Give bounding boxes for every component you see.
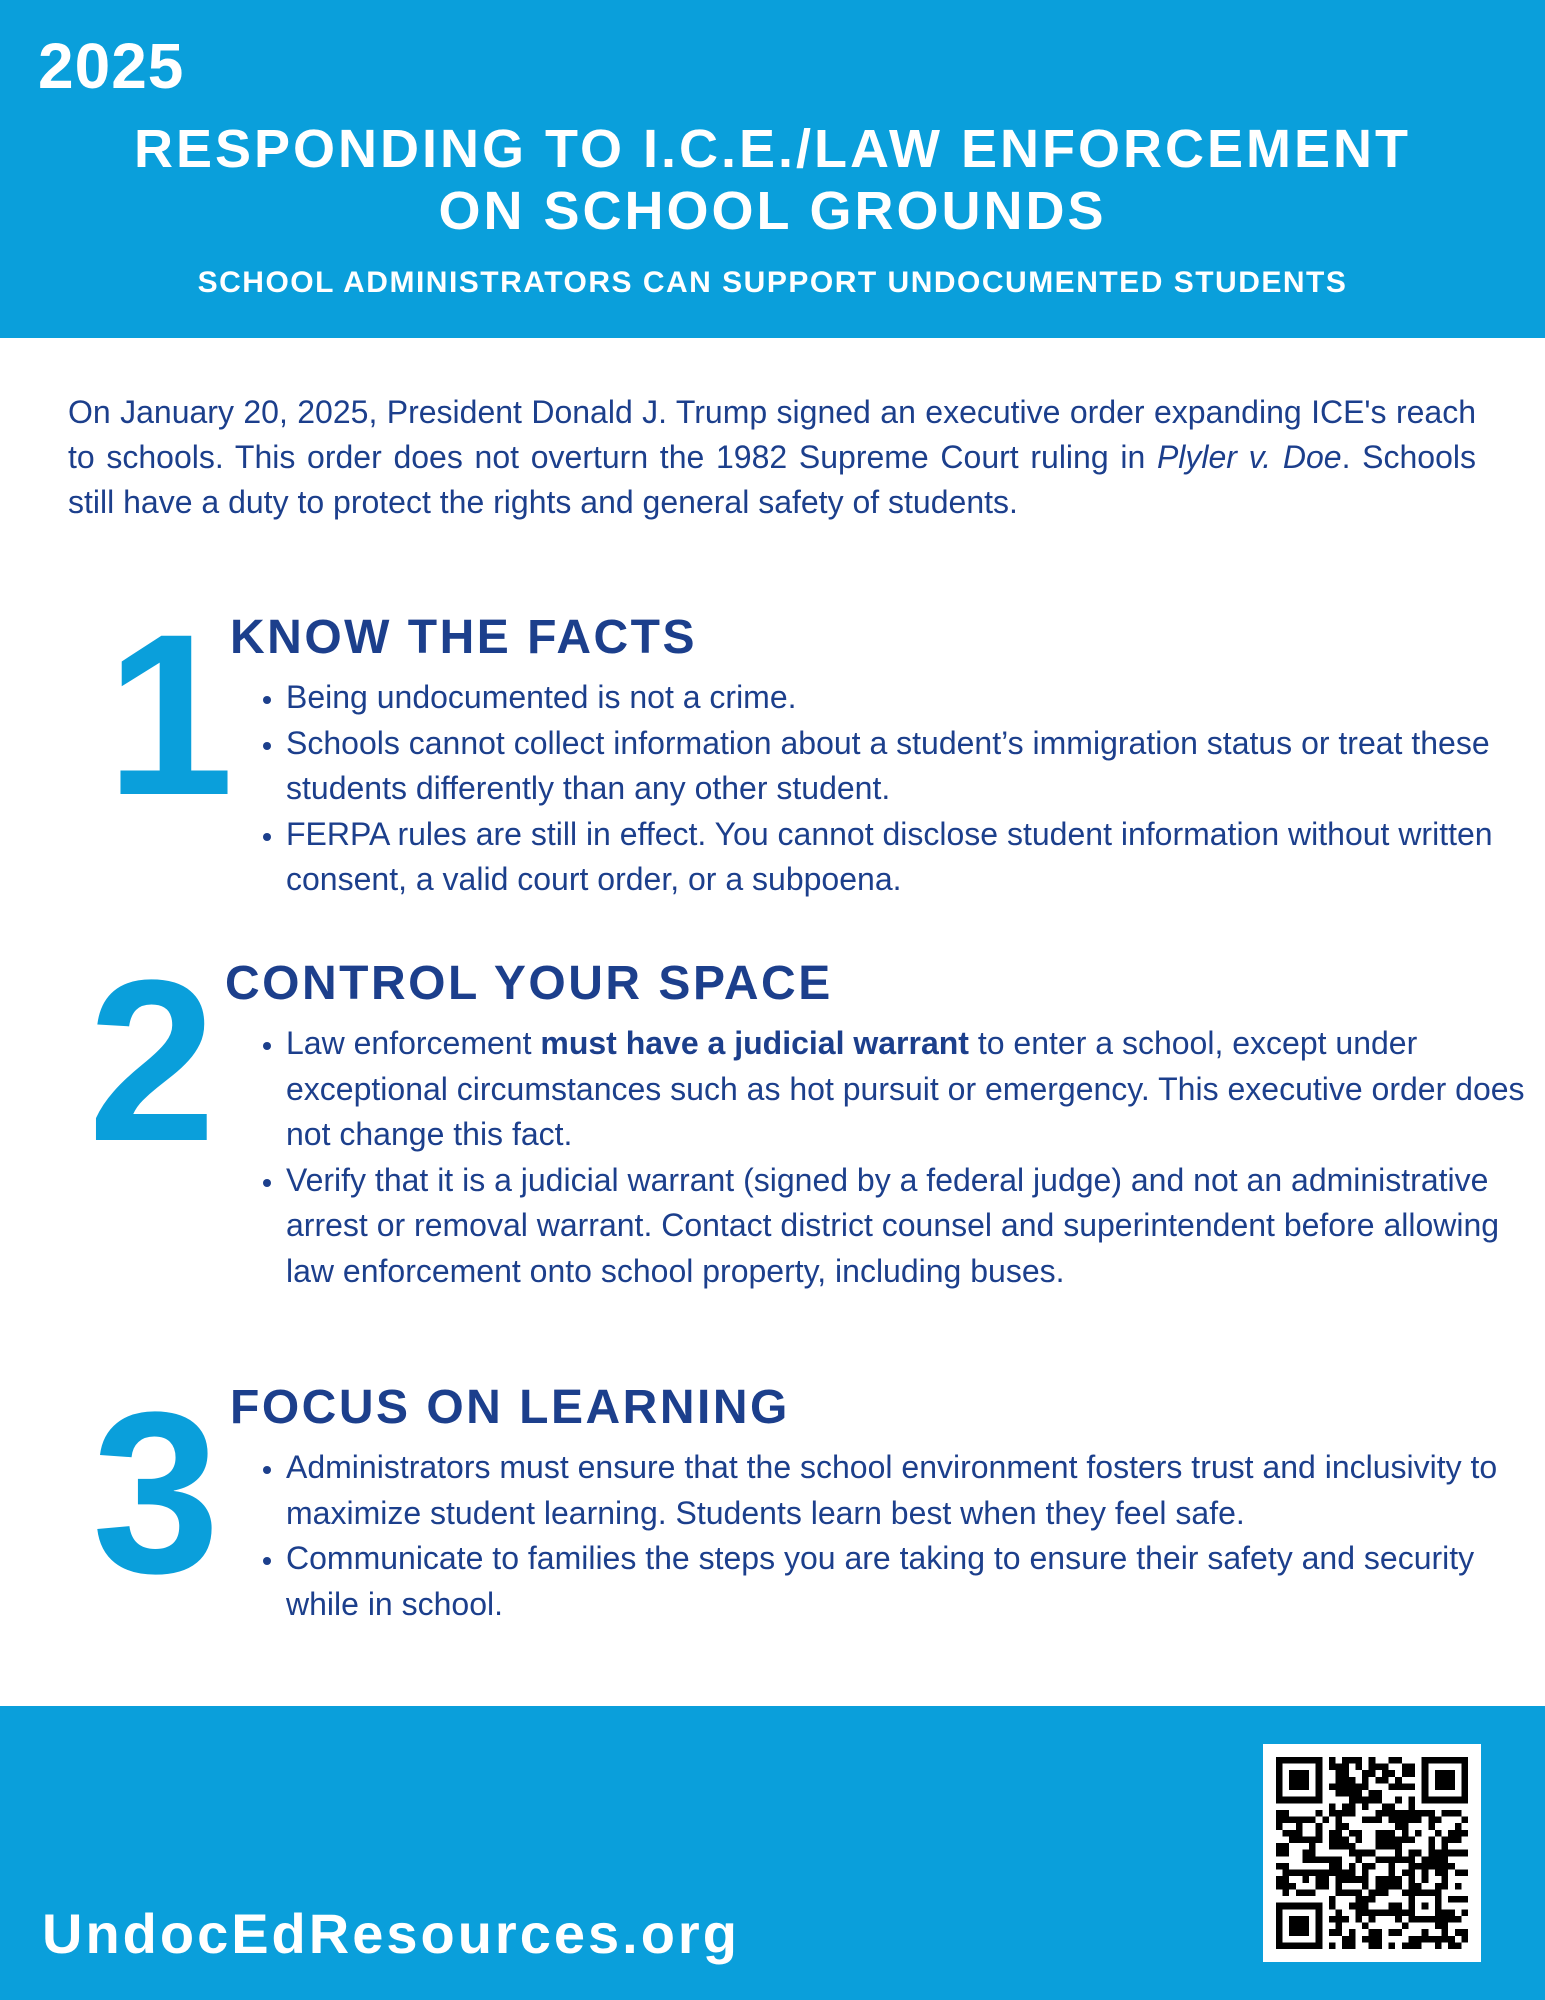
footer-banner: [0, 1706, 1545, 2000]
bullet-emphasis: must have a judicial warrant: [540, 1025, 969, 1061]
year-label: 2025: [38, 30, 185, 102]
intro-case-name: Plyler v. Doe: [1156, 439, 1342, 475]
list-item: • Verify that it is a judicial warrant (signed by a federal judge) and not an administrative arrest or removal warrant. Contact district counsel and superintendent before allowing law enforcement onto school property, including buses.: [286, 1158, 1526, 1295]
list-item: • Communicate to families the steps you are taking to ensure their safety and security while in school.: [286, 1536, 1526, 1627]
intro-paragraph: [68, 390, 1476, 525]
header-banner: [0, 0, 1545, 338]
list-item: • Being undocumented is not a crime.: [286, 675, 1526, 721]
intro-text-end: . Schools still have a duty to protect the rights and general safety of students.: [68, 439, 1477, 520]
page-title: RESPONDING TO I.C.E./LAW ENFORCEMENT ON SCHOOL GROUNDS: [133, 119, 1412, 241]
list-item: • Administrators must ensure that the school environment fosters trust and inclusivity to maximize student learning. Students learn best when they feel safe.: [286, 1445, 1526, 1536]
bullet-text-end: to enter a school, except under exceptional circumstances such as hot pursuit or emergency. This executive order does not change this fact.: [286, 1025, 1525, 1152]
list-item: • FERPA rules are still in effect. You cannot disclose student information without written consent, a valid court order, or a subpoena.: [286, 812, 1526, 903]
qr-code-icon[interactable]: [1263, 1744, 1481, 1962]
section-title: KNOW THE FACTS: [230, 611, 697, 664]
bullet-list: [246, 1021, 1526, 1294]
list-item: [286, 1021, 1526, 1158]
section-number: 1: [106, 586, 228, 843]
section-number: 2: [88, 932, 210, 1189]
intro-text-start: On January 20, 2025, President Donald J. Trump signed an executive order expanding ICE's reach to schools. This order does not overturn the 1982 Supreme Court ruling in: [68, 394, 1476, 475]
bullet-list: [246, 675, 1526, 903]
page-subtitle: SCHOOL ADMINISTRATORS CAN SUPPORT UNDOCUMENTED STUDENTS: [197, 266, 1348, 299]
section-number: 3: [92, 1364, 214, 1621]
section-title: FOCUS ON LEARNING: [230, 1381, 790, 1434]
website-link[interactable]: UndocEdResources.org: [42, 1902, 740, 1965]
section-title: CONTROL YOUR SPACE: [225, 957, 833, 1010]
bullet-text-start: Law enforcement: [286, 1025, 541, 1061]
bullet-list: [246, 1445, 1526, 1627]
qr-code-graphic: [1276, 1757, 1468, 1949]
list-item: • Schools cannot collect information about a student’s immigration status or treat these students differently than any other student.: [286, 721, 1526, 812]
